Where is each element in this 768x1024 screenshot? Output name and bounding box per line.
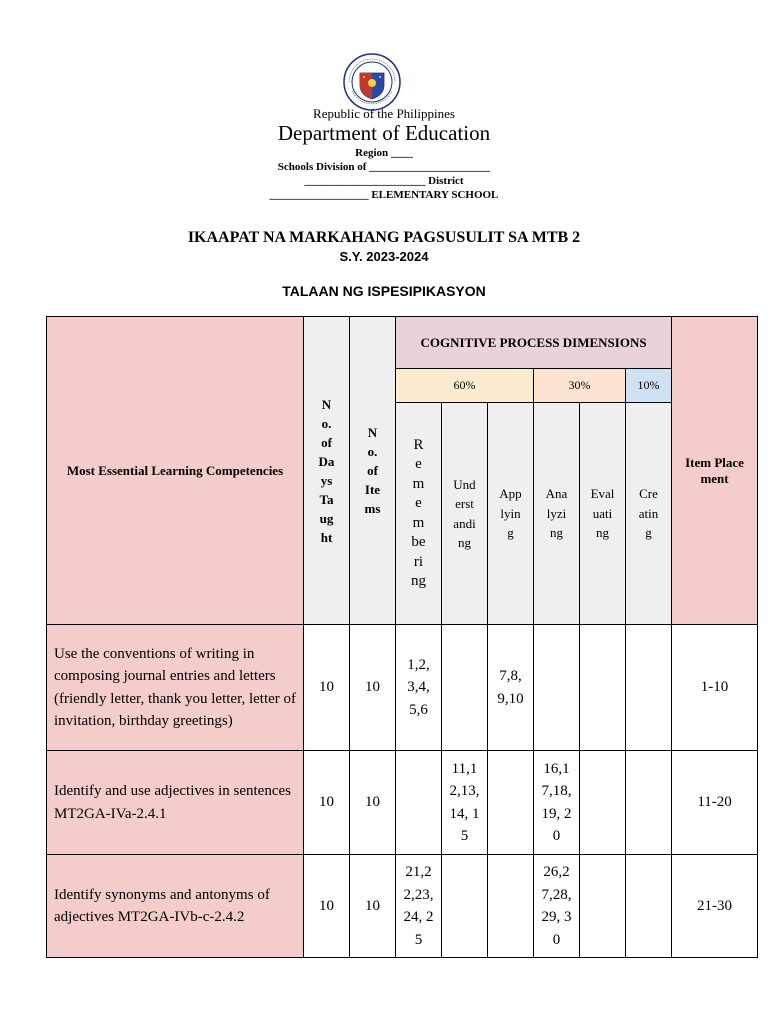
header-analyzing: Analyzing xyxy=(534,403,580,625)
header-no-items: No. of Items xyxy=(350,317,396,625)
header-pct-60: 60% xyxy=(396,369,534,403)
exam-title: IKAAPAT NA MARKAHANG PAGSUSULIT SA MTB 2 xyxy=(187,229,581,246)
creating-cell xyxy=(626,625,672,751)
creating-cell xyxy=(626,855,672,958)
header-cognitive-process: COGNITIVE PROCESS DIMENSIONS xyxy=(396,317,672,369)
header-applying: Applying xyxy=(488,403,534,625)
school-line: __________________ ELEMENTARY SCHOOL xyxy=(269,189,499,201)
header-pct-10: 10% xyxy=(626,369,672,403)
analyzing-cell: 26,27,28,29, 30 xyxy=(534,855,580,958)
remembering-cell: 21,22,23,24, 25 xyxy=(396,855,442,958)
district-line: ______________________ District xyxy=(304,175,464,187)
competency-cell: Identify synonyms and antonyms of adjectives MT2GA-IVb-c-2.4.2 xyxy=(47,855,304,958)
days-cell: 10 xyxy=(304,855,350,958)
header-pct-30: 30% xyxy=(534,369,626,403)
days-cell: 10 xyxy=(304,625,350,751)
remembering-cell xyxy=(396,751,442,855)
understanding-cell xyxy=(442,625,488,751)
division-line: Schools Division of ______________________ xyxy=(277,161,491,173)
table-row xyxy=(47,751,758,855)
department-name: Department of Education xyxy=(277,121,491,145)
table-row xyxy=(47,855,758,958)
placement-cell: 1-10 xyxy=(672,625,758,751)
competency-cell: Identify and use adjectives in sentences MT2GA-IVa-2.4.1 xyxy=(47,751,304,855)
analyzing-cell xyxy=(534,625,580,751)
header-creating: Creating xyxy=(626,403,672,625)
evaluating-cell xyxy=(580,855,626,958)
header-understanding: Understanding xyxy=(442,403,488,625)
republic-line: Republic of the Philippines xyxy=(313,106,455,121)
items-cell: 10 xyxy=(350,751,396,855)
days-cell: 10 xyxy=(304,751,350,855)
table-row xyxy=(47,625,758,751)
understanding-cell: 11,12,13,14, 15 xyxy=(442,751,488,855)
analyzing-cell: 16,17,18,19, 20 xyxy=(534,751,580,855)
header-competencies: Most Essential Learning Competencies xyxy=(47,317,304,625)
region-line: Region ____ xyxy=(355,147,413,159)
specification-table xyxy=(46,316,758,958)
school-year: S.Y. 2023-2024 xyxy=(339,249,429,264)
placement-cell: 21-30 xyxy=(672,855,758,958)
creating-cell xyxy=(626,751,672,855)
applying-cell: 7,8, 9,10 xyxy=(488,625,534,751)
table-title: TALAAN NG ISPESIPIKASYON xyxy=(282,283,486,299)
items-cell: 10 xyxy=(350,625,396,751)
header-remembering: Remembering xyxy=(396,403,442,625)
evaluating-cell xyxy=(580,625,626,751)
placement-cell: 11-20 xyxy=(672,751,758,855)
header-evaluating: Evaluating xyxy=(580,403,626,625)
header-item-placement: Item Placement xyxy=(672,317,758,625)
deped-seal-logo xyxy=(343,53,401,111)
remembering-cell: 1,2, 3,4, 5,6 xyxy=(396,625,442,751)
items-cell: 10 xyxy=(350,855,396,958)
understanding-cell xyxy=(442,855,488,958)
applying-cell xyxy=(488,855,534,958)
competency-cell: Use the conventions of writing in composing journal entries and letters (friendly letter, thank you letter, letter of invitation, birthday greetings) xyxy=(47,625,304,751)
header-days-taught: No. of Days Taught xyxy=(304,317,350,625)
evaluating-cell xyxy=(580,751,626,855)
applying-cell xyxy=(488,751,534,855)
